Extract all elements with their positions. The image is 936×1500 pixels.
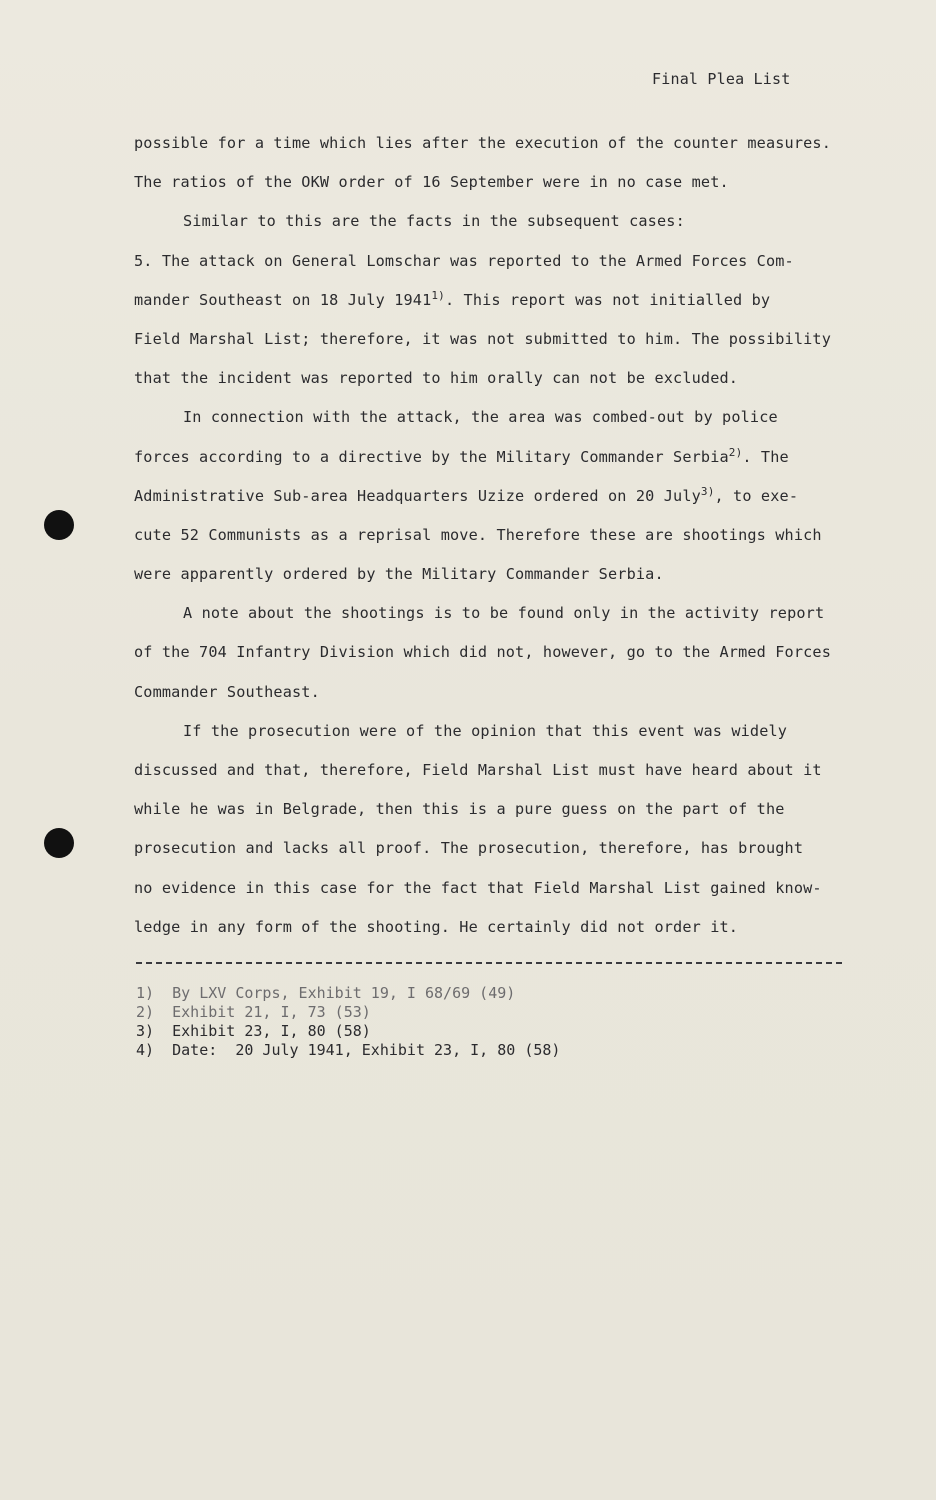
text-line: of the 704 Infantry Division which did not, however, go to the Armed Forces bbox=[134, 643, 832, 662]
footnote-ref: 1) bbox=[431, 288, 445, 302]
punch-hole-icon bbox=[44, 510, 74, 540]
footnote-item: 2) Exhibit 21, I, 73 (53) bbox=[136, 1003, 371, 1021]
text-line: If the prosecution were of the opinion that this event was widely bbox=[183, 721, 788, 740]
text-line: The ratios of the OKW order of 16 September were in no case met. bbox=[134, 173, 729, 192]
text-line: Field Marshal List; therefore, it was not submitted to him. The possibility bbox=[134, 329, 832, 348]
footnote-item: 3) Exhibit 23, I, 80 (58) bbox=[136, 1022, 371, 1040]
text-line: ledge in any form of the shooting. He certainly did not order it. bbox=[134, 917, 739, 936]
footnote-ref: 2) bbox=[728, 445, 743, 459]
footnote-divider bbox=[136, 962, 842, 964]
text-line: In connection with the attack, the area was combed-out by police bbox=[183, 408, 778, 427]
text-line: possible for a time which lies after the execution of the counter measures. bbox=[134, 134, 832, 152]
text-line: 5. The attack on General Lomschar was reported to the Armed Forces Com- bbox=[134, 251, 794, 270]
footnotes bbox=[136, 984, 560, 1060]
text-line: mander Southeast on 18 July 1941$^{1)}$. This report was not initialled by bbox=[134, 288, 771, 309]
footnote-item: 1) By LXV Corps, Exhibit 19, I 68/69 (49) bbox=[136, 984, 516, 1002]
footnote-item: 4) Date: 20 July 1941, Exhibit 23, I, 80 (58) bbox=[136, 1041, 561, 1059]
text-line: A note about the shootings is to be found only in the activity report bbox=[183, 604, 825, 623]
footnote-ref: 3) bbox=[700, 484, 715, 498]
punch-hole-icon bbox=[44, 828, 74, 858]
text-line: no evidence in this case for the fact that Field Marshal List gained know- bbox=[134, 878, 822, 897]
page-header-title: Final Plea List bbox=[652, 70, 791, 88]
text-line: were apparently ordered by the Military Commander Serbia. bbox=[134, 565, 664, 584]
body-text bbox=[134, 124, 874, 947]
text-line: Commander Southeast. bbox=[134, 682, 320, 701]
text-line: discussed and that, therefore, Field Marshal List must have heard about it bbox=[134, 761, 822, 779]
text-line: while he was in Belgrade, then this is a pure guess on the part of the bbox=[134, 800, 785, 819]
text-line: cute 52 Communists as a reprisal move. Therefore these are shootings which bbox=[134, 525, 822, 544]
text-line: prosecution and lacks all proof. The prosecution, therefore, has brought bbox=[134, 839, 804, 858]
text-line: Similar to this are the facts in the subsequent cases: bbox=[183, 212, 685, 231]
text-line: Administrative Sub-area Headquarters Uzize ordered on 20 July$^{3)}$, to exe- bbox=[134, 484, 799, 505]
text-line: that the incident was reported to him orally can not be excluded. bbox=[134, 369, 739, 388]
text-line: forces according to a directive by the Military Commander Serbia$^{2)}$. The bbox=[134, 445, 789, 466]
